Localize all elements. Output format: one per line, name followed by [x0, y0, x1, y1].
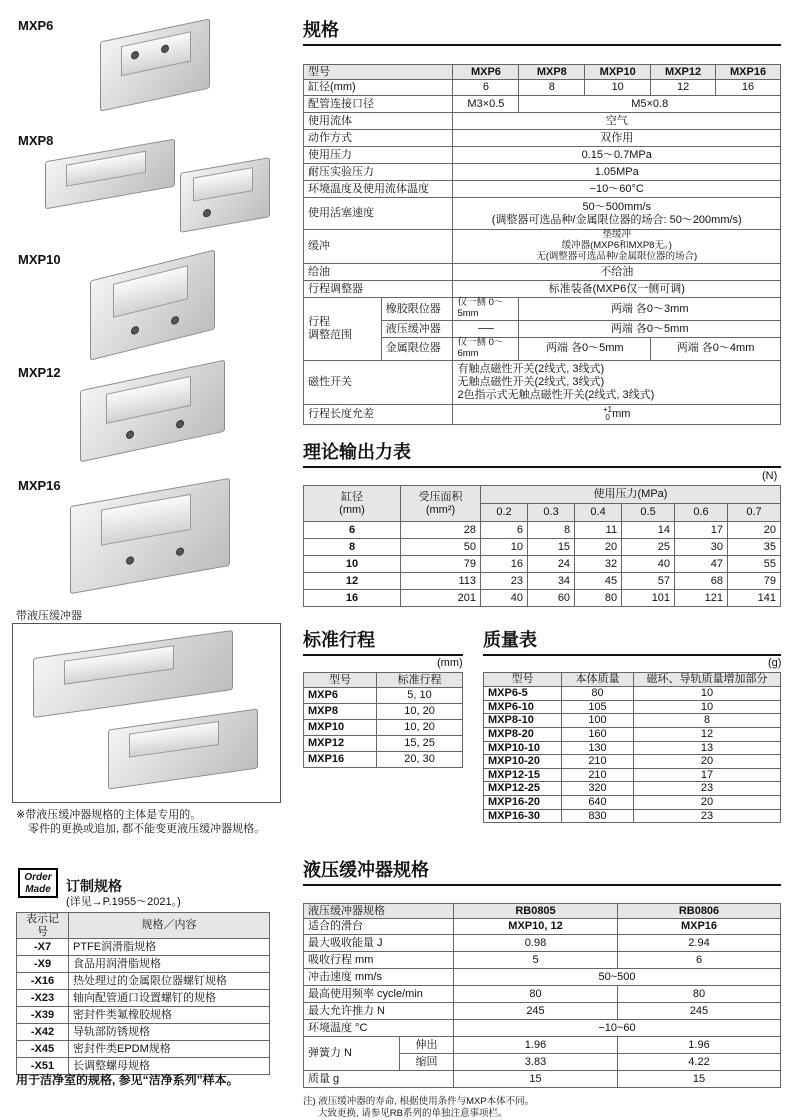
- product-image-mxp6: [100, 18, 210, 111]
- buffer-title: 带液压缓冲器: [16, 610, 82, 622]
- order-made-footer: 用于洁净室的规格, 参见“洁净系列”样本。: [16, 1073, 239, 1087]
- product-image-mxp12: [80, 360, 225, 463]
- buffer-note-1: ※带液压缓冲器规格的主体是专用的。: [16, 809, 202, 821]
- order-made-subtitle: (详见→P.1955～2021。): [66, 896, 181, 908]
- product-label-mxp16: MXP16: [18, 478, 61, 493]
- order-made-title: 订制规格: [66, 878, 122, 894]
- force-unit: (N): [762, 470, 778, 482]
- product-image-mxp8-a: [45, 139, 175, 210]
- absorber-note-1: 注) 液压缓冲器的寿命, 根据使用条件与MXP本体不同。: [303, 1096, 535, 1107]
- mass-table: 型号 本体质量 磁环、导轨质量增加部分 MXP6-5 80 10 MXP6-10 105 10 MXP8-10 100 8 MXP8-20 160 12 MXP10-10 130 13 MXP10-20 210 20 MXP12-15 210 17 MXP12-25 320 23 MXP16-20 640 20 MXP16-30 830 23: [483, 672, 781, 823]
- product-label-mxp10: MXP10: [18, 252, 61, 267]
- product-label-mxp12: MXP12: [18, 365, 61, 380]
- product-label-mxp8: MXP8: [18, 133, 54, 148]
- product-image-mxp16: [70, 478, 230, 594]
- buffer-note-2: 零件的更换或追加, 都不能变更液压缓冲器规格。: [28, 823, 266, 835]
- stroke-table: 型号 标准行程 MXP6 5, 10 MXP8 10, 20 MXP10 10, 20 MXP12 15, 25 MXP16 20, 30: [303, 672, 463, 768]
- buffer-image-frame: [12, 623, 281, 803]
- product-image-mxp10: [90, 249, 215, 360]
- stroke-title: 标准行程: [303, 626, 463, 656]
- product-image-mxp8-b: [180, 157, 270, 233]
- stroke-unit: (mm): [437, 657, 463, 669]
- product-label-mxp6: MXP6: [18, 18, 54, 33]
- absorber-note-2: 大致更换, 请参见RB系列的单独注意事项栏。: [318, 1108, 508, 1119]
- spec-table: 型号 MXP6 MXP8 MXP10 MXP12 MXP16 缸径(mm) 6 8 10 12 16 配管连接口径 M3×0.5 M5×0.8 使用流体 空气 动作方式 双作用 使用压力 0.15～0.7MPa 耐压实验压力 1.05MPa 环境温度及使用流体温度 −10～60°C 使用活塞速度 50～500mm/s (调整器可选品种/金属限位器的场合: 50～200mm/s) 缓冲 垫缓冲 缓冲器(MXP6和MXP8无。) 无(调整器可选品种/金属限位器的场合) 给油 不给油 行程调整器 标准装备(MXP6仅一侧可调) 行程 调整范围 橡胶限位器 仅一侧 0～5mm 两端 各0～3mm 液压缓冲器 ── 两端 各0～5mm 金属限位器 仅一侧 0～6mm 两端 各0～5mm 两端 各0～4mm 磁性开关 有触点磁性开关(2线式, 3线式) 无触点磁性开关(2线式, 3线式) 2色指示式无触点磁性开关(2线式, 3线式) 行程长度允差 +1 0 mm: [303, 64, 781, 425]
- spec-title: 规格: [303, 16, 781, 46]
- mass-unit: (g): [768, 657, 782, 669]
- mass-title: 质量表: [483, 626, 781, 656]
- absorber-table: 液压缓冲器规格 RB0805 RB0806 适合的滑台 MXP10, 12 MXP16 最大吸收能量 J 0.98 2.94 吸收行程 mm 5 6 冲击速度 mm/s 50~500 最高使用频率 cycle/min 80 80 最大允许推力 N 245 245 环境温度 °C −10~60 弹簧力 N 伸出 1.96 1.96 缩回 3.83 4.22 质量 g 15 15: [303, 903, 781, 1088]
- buffer-image-b: [108, 708, 258, 789]
- absorber-title: 液压缓冲器规格: [303, 856, 781, 886]
- force-table: 缸径 (mm) 受压面积 (mm²) 使用压力(MPa) 0.2 0.3 0.4 0.5 0.6 0.7 6 28 6 8 11 14 17 20 8 50 10 15 20 25 30 35 10 79 16 24 32 40 47 55 12 113 23 34 45 57 68 79 16 201 40 60 80 101 121 141: [303, 485, 781, 607]
- order-made-logo: Order Made: [18, 868, 58, 898]
- force-title: 理论输出力表: [303, 438, 781, 468]
- order-made-table: 表示记号 规格／内容 -X7 PTFE润滑脂规格 -X9 食品用润滑脂规格 -X16 热处理过的金属限位器螺钉规格 -X23 轴向配管通口设置螺钉的规格 -X39 密封件类氟橡胶规格 -X42 导轨部防锈规格 -X45 密封件类EPDM规格 -X51 长调整螺母规格: [16, 912, 270, 1075]
- buffer-image-a: [33, 630, 233, 718]
